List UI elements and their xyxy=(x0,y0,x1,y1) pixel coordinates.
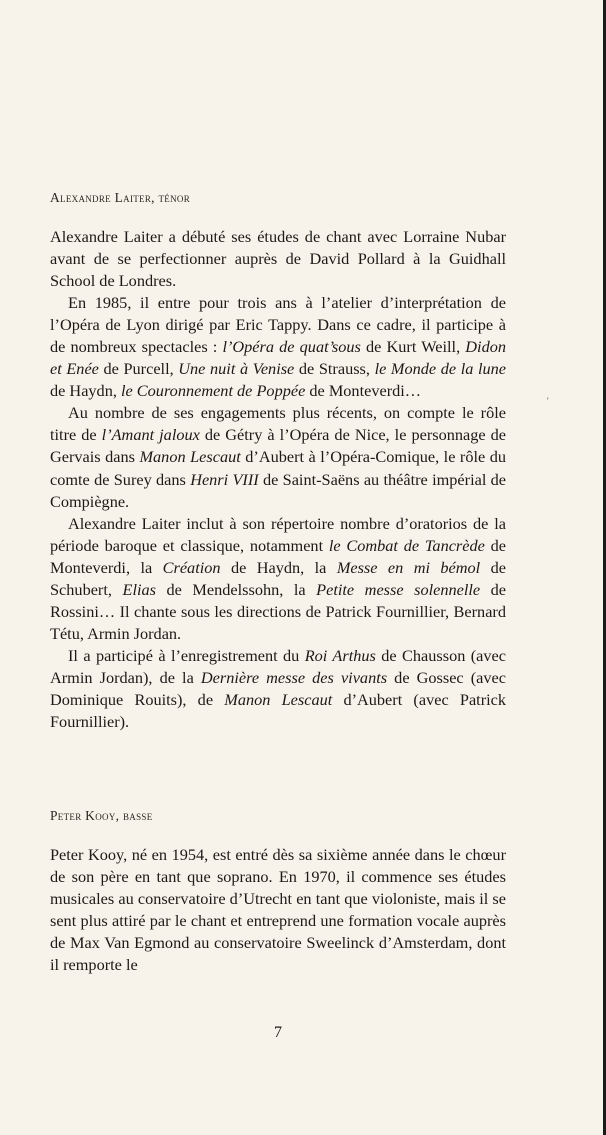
bio-laiter xyxy=(50,226,506,733)
text-run: de Chausson (avec Armin Jordan), de la xyxy=(50,645,506,687)
work-title: Manon Lescaut xyxy=(139,447,241,467)
page-number: 7 xyxy=(274,1024,282,1041)
paragraph xyxy=(50,844,506,976)
text-run: de Haydn, la xyxy=(220,557,337,577)
text-run: de Purcell, xyxy=(98,359,179,379)
text-run: de Gossec (avec Dominique Rouits), de xyxy=(50,667,506,709)
margin-mark: ‘ xyxy=(546,396,550,407)
text-run: Alexandre Laiter inclut à son répertoire nombre d’oratorios de la période baroque et classique, notamment xyxy=(50,513,506,555)
text-run: d’Aubert à l’Opéra-Comique, le rôle du comte de Surey dans xyxy=(50,447,507,489)
text-run: de Gétry à l’Opéra de Nice, le personnage de Gervais dans xyxy=(50,425,506,467)
text-run: de Schubert, xyxy=(50,557,506,599)
work-title: l’Amant jaloux xyxy=(101,425,200,445)
work-title: Didon et Enée xyxy=(50,337,506,379)
paragraph xyxy=(50,226,506,292)
work-title: l’Opéra de quat’sous xyxy=(222,337,361,357)
section-heading-kooy: Peter Kooy, basse xyxy=(50,808,153,823)
text-run: En 1985, il entre pour trois ans à l’atelier d’interprétation de l’Opéra de Lyon dirigé par Eric Tappy. Dans ce cadre, il participe à de nombreux spectacles : xyxy=(50,293,506,357)
text-run: d’Aubert (avec Patrick Fournillier). xyxy=(50,689,507,732)
text-run: de Saint-Saëns au théâtre impérial de Compiègne. xyxy=(50,469,507,511)
bio-kooy xyxy=(50,844,506,976)
work-title: Roi Arthus xyxy=(304,645,376,665)
work-title: Petite messe solennelle xyxy=(316,579,481,599)
work-title: Manon Lescaut xyxy=(224,689,333,709)
text-run: de Rossini… Il chante sous les directions de Patrick Fournillier, Bernard Tétu, Armin Jordan. xyxy=(50,579,507,643)
work-title: Une nuit à Venise xyxy=(178,359,295,379)
paragraph xyxy=(50,402,506,512)
text-run: Il a participé à l’enregistrement du xyxy=(68,645,305,665)
text-run: de Monteverdi… xyxy=(305,381,422,401)
work-title: Création xyxy=(162,557,221,577)
text-run: de Mendelssohn, la xyxy=(155,579,317,599)
text-run: de Monteverdi, la xyxy=(50,535,507,577)
text-run: de Haydn, xyxy=(50,381,121,401)
work-title: Messe en mi bémol xyxy=(336,557,481,577)
text-run: Au nombre de ses engagements plus récents, on compte le rôle titre de xyxy=(50,403,506,445)
work-title: le Couronnement de Poppée xyxy=(120,381,306,401)
text-run: de Kurt Weill, xyxy=(360,337,466,357)
work-title: Dernière messe des vivants xyxy=(200,667,388,687)
text-run: Peter Kooy, né en 1954, est entré dès sa sixième année dans le chœur de son père en tant que soprano. En 1970, il commence ses études musicales au conservatoire d’Utrecht en tant que violoniste, mais il se sent plus attiré par le chant et entreprend une formation vocale auprès de Max Van Egmond au conservatoire Sweelinck d’Amsterdam, dont il remporte le xyxy=(50,845,506,975)
work-title: Elias xyxy=(122,579,156,599)
work-title: Henri VIII xyxy=(190,469,259,489)
section-heading-laiter: Alexandre Laiter, ténor xyxy=(50,190,191,205)
paragraph xyxy=(50,292,506,402)
work-title: le Monde de la lune xyxy=(374,359,507,379)
work-title: le Combat de Tancrède xyxy=(328,535,485,555)
paragraph xyxy=(50,645,506,733)
text-run: Alexandre Laiter a débuté ses études de chant avec Lorraine Nubar avant de se perfectionner auprès de David Pollard à la Guidhall School de Londres. xyxy=(50,227,506,291)
text-run: de Strauss, xyxy=(294,359,375,379)
paragraph xyxy=(50,513,506,645)
